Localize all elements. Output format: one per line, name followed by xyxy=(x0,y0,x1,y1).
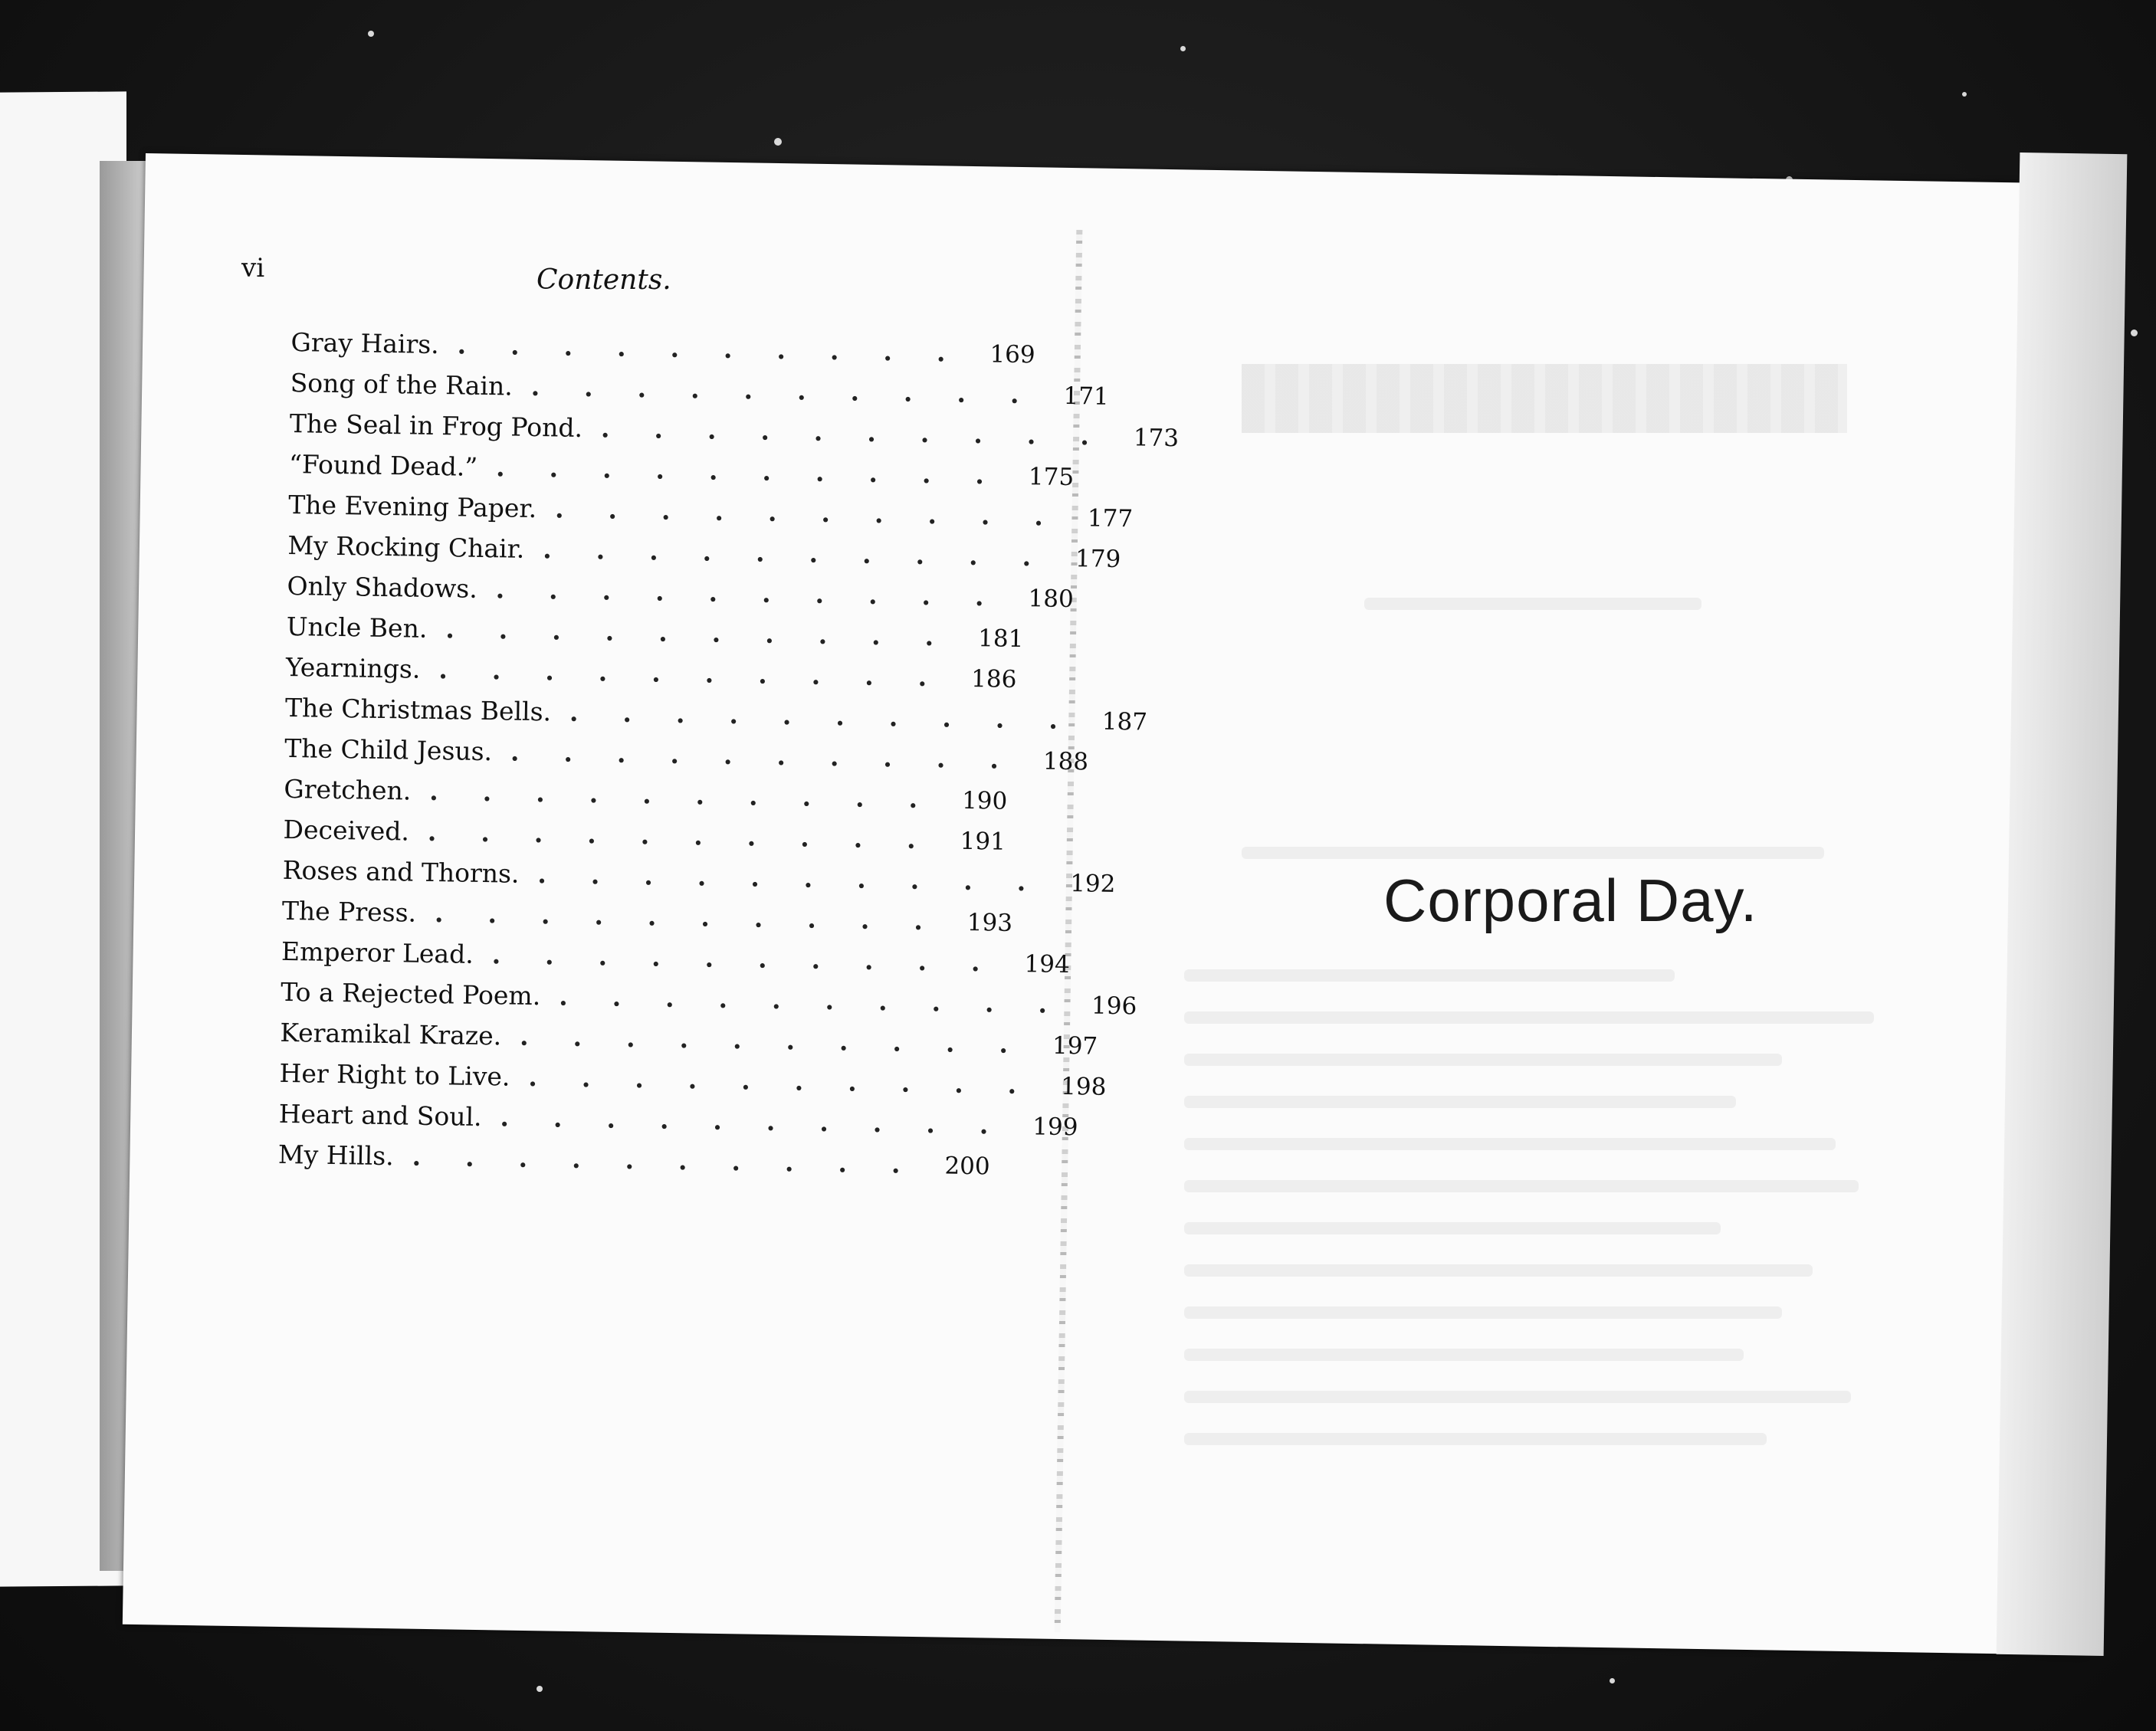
toc-entry-title: My Rocking Chair. xyxy=(287,529,525,564)
toc-entry-title: Uncle Ben. xyxy=(286,611,428,644)
show-through-text xyxy=(1364,598,1702,610)
dot-leader: .......... xyxy=(495,574,1029,613)
toc-entry-page: 186 xyxy=(970,664,1017,693)
toc-entry-page: 193 xyxy=(966,908,1013,937)
dust-speck xyxy=(2131,329,2138,336)
toc-entry-title: Roses and Thorns. xyxy=(282,854,520,889)
toc-entry-title: Emperor Lead. xyxy=(281,936,474,969)
toc-entry-title: Yearnings. xyxy=(285,651,421,684)
toc-entry-title: “Found Dead.” xyxy=(288,448,478,482)
dust-speck xyxy=(537,1686,543,1692)
toc-entry-page: 194 xyxy=(1024,950,1070,979)
dot-leader: .......... xyxy=(600,413,1134,452)
show-through-text xyxy=(1184,1306,1782,1319)
dot-leader: .......... xyxy=(491,939,1025,979)
toc-entry-page: 196 xyxy=(1091,992,1137,1021)
toc-entry-page: 179 xyxy=(1075,545,1121,574)
poem-title: Corporal Day. xyxy=(1383,867,1758,934)
dot-leader: .......... xyxy=(429,775,963,815)
toc-entry-page: 198 xyxy=(1060,1072,1107,1101)
show-through-text xyxy=(1184,1096,1736,1108)
dot-leader: .......... xyxy=(528,1061,1062,1100)
toc-entry-page: 192 xyxy=(1069,870,1116,898)
dot-leader: .......... xyxy=(457,329,990,369)
toc-entry-page: 177 xyxy=(1087,504,1134,533)
show-through-text xyxy=(1184,1349,1744,1361)
toc-entry-title: The Press. xyxy=(281,895,417,928)
toc-entry-title: Heart and Soul. xyxy=(278,1098,482,1133)
show-through-text xyxy=(1184,1222,1721,1234)
table-of-contents xyxy=(277,322,1180,1185)
toc-entry-page: 173 xyxy=(1133,424,1180,453)
toc-entry-page: 200 xyxy=(944,1152,990,1181)
dot-leader: .......... xyxy=(537,859,1071,898)
show-through-text xyxy=(1184,1180,1859,1192)
dust-speck xyxy=(368,31,374,37)
toc-entry-title: Only Shadows. xyxy=(287,570,478,604)
toc-entry-page: 175 xyxy=(1028,463,1075,492)
dot-leader: .......... xyxy=(542,534,1076,573)
dust-speck xyxy=(1180,46,1186,51)
toc-entry-title: Keramikal Kraze. xyxy=(280,1017,502,1051)
dot-leader: .......... xyxy=(510,736,1044,775)
toc-entry-page: 181 xyxy=(977,625,1024,654)
toc-entry-title: The Christmas Bells. xyxy=(284,692,552,727)
toc-entry-page: 197 xyxy=(1052,1031,1098,1061)
dot-leader: .......... xyxy=(445,614,979,653)
dot-leader: .......... xyxy=(519,1021,1053,1060)
toc-entry-title: To a Rejected Poem. xyxy=(280,976,541,1011)
show-through-text xyxy=(1184,1264,1813,1277)
toc-entry-title: My Hills. xyxy=(277,1139,395,1172)
show-through-text xyxy=(1184,1054,1782,1066)
toc-entry-page: 188 xyxy=(1042,747,1089,776)
dot-leader: .......... xyxy=(554,493,1088,533)
show-through-text xyxy=(1242,847,1824,859)
dust-speck xyxy=(1610,1678,1615,1683)
toc-entry-page: 171 xyxy=(1063,382,1109,411)
page-number-folio: vi xyxy=(241,253,265,284)
toc-entry-page: 190 xyxy=(961,786,1008,815)
toc-entry-title: The Evening Paper. xyxy=(287,489,537,524)
dot-leader: .......... xyxy=(500,1102,1033,1141)
running-head: Contents. xyxy=(537,264,671,296)
toc-entry-title: Gretchen. xyxy=(284,773,412,806)
dot-leader: .......... xyxy=(434,898,968,936)
toc-entry-page: 169 xyxy=(989,340,1035,369)
show-through-ornament xyxy=(1242,364,1847,433)
toc-entry-title: The Seal in Frog Pond. xyxy=(289,408,583,443)
toc-entry-title: Her Right to Live. xyxy=(279,1057,510,1092)
dot-leader: .......... xyxy=(438,654,972,693)
toc-entry-title: Deceived. xyxy=(283,814,410,847)
show-through-text xyxy=(1184,1011,1874,1024)
dot-leader: .......... xyxy=(495,452,1029,491)
toc-entry-title: The Child Jesus. xyxy=(284,733,493,767)
dust-speck xyxy=(1962,92,1967,97)
toc-entry-page: 199 xyxy=(1032,1113,1078,1142)
dot-leader: .......... xyxy=(412,1141,945,1180)
show-through-text xyxy=(1184,1391,1851,1403)
show-through-text xyxy=(1184,1433,1767,1445)
toc-entry-page: 180 xyxy=(1028,585,1074,614)
toc-entry-title: Gray Hairs. xyxy=(290,326,440,360)
dust-speck xyxy=(774,138,782,146)
dot-leader: .......... xyxy=(530,371,1064,410)
toc-entry-page: 187 xyxy=(1101,707,1148,736)
toc-entry-page: 191 xyxy=(960,827,1006,856)
dot-leader: .......... xyxy=(558,981,1092,1020)
toc-entry-title: Song of the Rain. xyxy=(290,367,514,402)
dot-leader: .......... xyxy=(427,816,961,855)
dot-leader: .......... xyxy=(569,697,1103,736)
show-through-text xyxy=(1184,969,1675,982)
show-through-text xyxy=(1184,1138,1836,1150)
